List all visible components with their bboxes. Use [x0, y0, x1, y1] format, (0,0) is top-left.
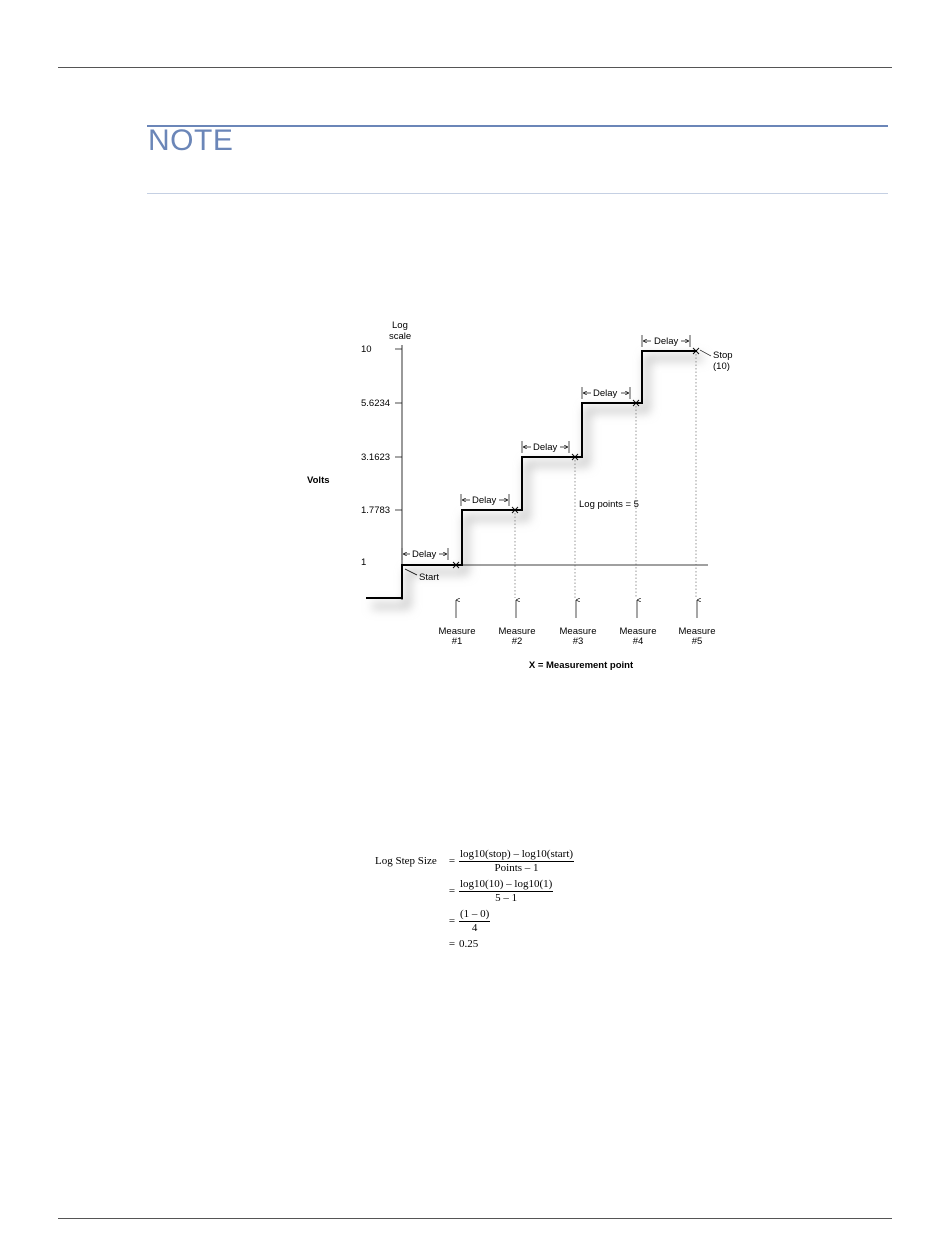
note-title: NOTE [148, 124, 234, 157]
fraction [459, 848, 574, 875]
stop-label-line2: (10) [713, 361, 730, 372]
y-axis-title-line1: Log [392, 320, 408, 331]
delay-label: Delay [593, 388, 618, 399]
formula-result: 0.25 [459, 938, 479, 950]
measure-number: #5 [691, 636, 703, 647]
numerator: (1 – 0) [460, 907, 490, 920]
measure-label: Measure [619, 626, 657, 637]
measure-number: #4 [632, 636, 644, 647]
measure-label: Measure [678, 626, 716, 637]
start-label: Start [419, 572, 440, 583]
fraction [459, 878, 553, 905]
y-tick-label: 10 [361, 344, 372, 355]
y-axis-title-line2: scale [389, 331, 412, 342]
legend-measurement-point: X = Measurement point [528, 660, 634, 671]
formula-label: Log Step Size [375, 855, 437, 867]
measure-label: Measure [559, 626, 597, 637]
delay-label: Delay [472, 495, 497, 506]
log-points-label: Log points = 5 [579, 499, 639, 510]
measure-label: Measure [438, 626, 476, 637]
footer-rule [58, 1218, 892, 1219]
y-tick-label: 5.6234 [361, 398, 391, 409]
denominator: Points – 1 [494, 861, 539, 874]
y-tick-label: 3.1623 [361, 452, 391, 463]
y-tick-label: 1 [361, 557, 367, 568]
fraction [459, 908, 490, 935]
measure-label: Measure [498, 626, 536, 637]
equals-sign: = [448, 855, 456, 867]
y-label-volts: Volts [307, 475, 330, 486]
stop-pointer [700, 350, 711, 356]
measure-number: #3 [572, 636, 584, 647]
equals-sign: = [448, 915, 456, 927]
log-step-size-formula [375, 846, 574, 952]
delay-label: Delay [533, 442, 558, 453]
formula-row [375, 876, 574, 906]
measure-number: #2 [511, 636, 523, 647]
denominator: 4 [471, 921, 478, 934]
denominator: 5 – 1 [495, 891, 518, 904]
numerator: log10(10) – log10(1) [460, 877, 553, 890]
measure-number: #1 [451, 636, 463, 647]
equals-sign: = [448, 938, 456, 950]
formula-row [375, 846, 574, 876]
y-tick-label: 1.7783 [361, 505, 391, 516]
step-shadow [372, 358, 703, 606]
stop-label-line1: Stop [713, 350, 733, 361]
equals-sign: = [448, 885, 456, 897]
formula-row [375, 936, 574, 952]
delay-label: Delay [654, 336, 679, 347]
delay-label: Delay [412, 549, 437, 560]
formula-row [375, 906, 574, 936]
numerator: log10(stop) – log10(start) [460, 847, 574, 860]
